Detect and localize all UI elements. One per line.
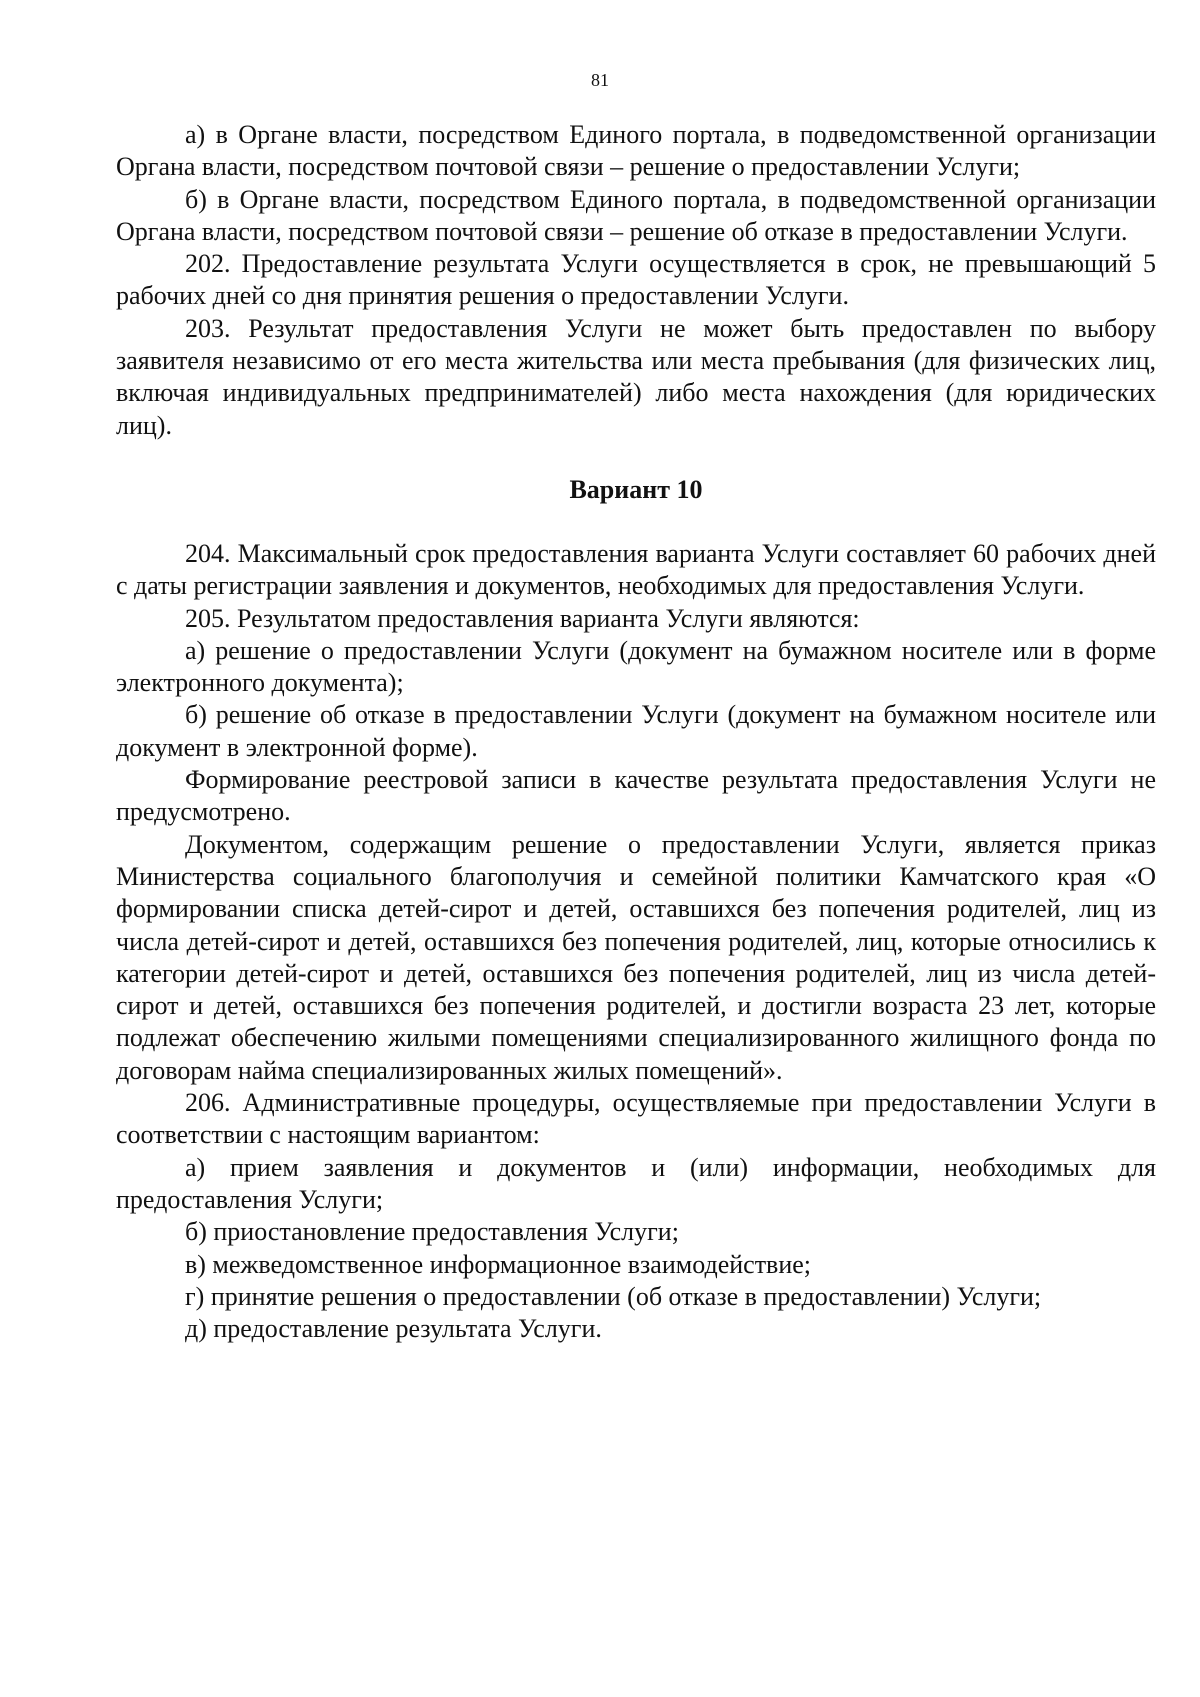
paragraph-206-item-a: а) прием заявления и документов и (или) информации, необходимых для предоставления Услуги;: [116, 1152, 1156, 1214]
paragraph-206-item-g: г) принятие решения о предоставлении (об отказе в предоставлении) Услуги;: [185, 1281, 1042, 1311]
paragraph-registry-record: Формирование реестровой записи в качестве результата предоставления Услуги не предусмотрено.: [116, 765, 1156, 827]
paragraph-item-a-decision-granted: а) в Органе власти, посредством Единого портала, в подведомственной организации Органа власти, посредством почтовой связи – решение о предоставлении Услуги;: [116, 120, 1156, 182]
paragraph-203: 203. Результат предоставления Услуги не может быть предоставлен по выбору заявителя независимо от его места жительства или места пребывания (для физических лиц, включая индивидуальных предпринимателей) либо места нахождения (для юридических лиц).: [116, 313, 1156, 440]
paragraph-205-item-a: а) решение о предоставлении Услуги (документ на бумажном носителе или в форме электронного документа);: [116, 635, 1156, 698]
paragraph-206-item-b: б) приостановление предоставления Услуги;: [185, 1217, 679, 1247]
paragraph-205: 205. Результатом предоставления варианта Услуги являются:: [185, 603, 860, 633]
paragraph-204: 204. Максимальный срок предоставления варианта Услуги составляет 60 рабочих дней с даты регистрации заявления и документов, необходимых для предоставления Услуги.: [116, 538, 1156, 601]
paragraph-item-b-decision-refused: б) в Органе власти, посредством Единого портала, в подведомственной организации Органа власти, посредством почтовой связи – решение об отказе в предоставлении Услуги.: [116, 184, 1156, 246]
section-heading-variant-10: Вариант 10: [569, 474, 703, 504]
paragraph-206: 206. Административные процедуры, осуществляемые при предоставлении Услуги в соответствии с настоящим вариантом:: [116, 1088, 1156, 1150]
paragraph-order-document: Документом, содержащим решение о предоставлении Услуги, является приказ Министерства социального благополучия и семейной политики Камчатского края «О формировании списка детей-сирот и детей, оставшихся без попечения родителей, лиц из числа детей-сирот и детей, оставшихся без попечения родителей, лиц, которые относились к категории детей-сирот и детей, оставшихся без попечения родителей, лиц из числа детей-сирот и детей, оставшихся без попечения родителей, и достигли возраста 23 лет, которые подлежат обеспечению жилыми помещениями специализированного жилищного фонда по договорам найма специализированных жилых помещений».: [116, 829, 1156, 1085]
paragraph-202: 202. Предоставление результата Услуги осуществляется в срок, не превышающий 5 рабочих дней со дня принятия решения о предоставлении Услуги.: [116, 249, 1156, 311]
document-body: [116, 119, 1156, 1345]
paragraph-206-item-d: д) предоставление результата Услуги.: [185, 1314, 602, 1344]
page-number: 81: [591, 70, 609, 90]
paragraph-206-item-v: в) межведомственное информационное взаимодействие;: [185, 1249, 812, 1279]
paragraph-205-item-b: б) решение об отказе в предоставлении Услуги (документ на бумажном носителе или документ в электронной форме).: [116, 700, 1156, 762]
